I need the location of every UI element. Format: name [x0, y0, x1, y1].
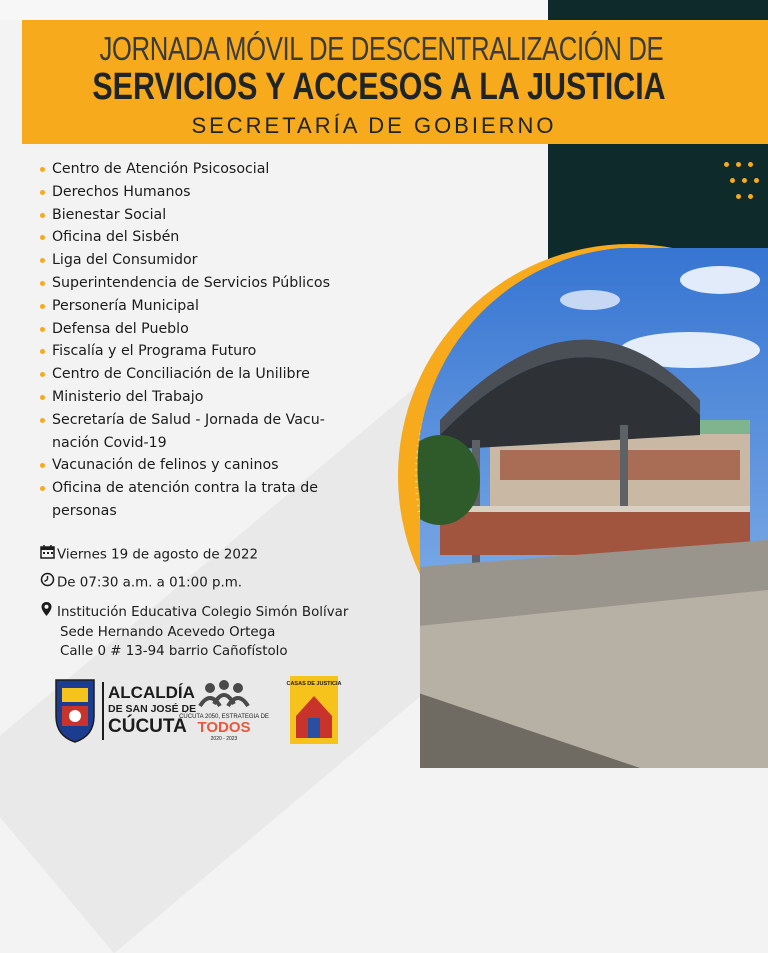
- title-line-1: JORNADA MÓVIL DE DESCENTRALIZACIÓN DE: [99, 30, 664, 67]
- list-item: Oficina del Sisbén: [40, 226, 370, 249]
- list-item: Oficina de atención contra la trata de: [40, 477, 370, 500]
- bullet-icon: [40, 395, 45, 400]
- bullet-icon: [40, 258, 45, 263]
- list-item: Liga del Consumidor: [40, 249, 370, 272]
- cucuta-2050-years: 2020 - 2023: [210, 736, 238, 742]
- bullet-icon: [40, 213, 45, 218]
- location-pin-icon: [40, 601, 57, 623]
- title-line-3: SECRETARÍA DE GOBIERNO: [191, 113, 557, 138]
- list-item: Derechos Humanos: [40, 181, 370, 204]
- list-item: Defensa del Pueblo: [40, 318, 370, 341]
- calendar-icon: [40, 544, 57, 565]
- bullet-icon: [40, 304, 45, 309]
- venue-photo: [380, 210, 768, 768]
- list-item: Personería Municipal: [40, 295, 370, 318]
- alcaldia-name-line-1: ALCALDÍA: [108, 683, 195, 702]
- event-location: Institución Educativa Colegio Simón Bolívar Sede Hernando Acevedo Ortega Calle 0 # 13-94 barrio Cañofístolo: [40, 601, 348, 661]
- bullet-icon: [40, 327, 45, 332]
- header-top-strip: [0, 0, 548, 20]
- list-item: Fiscalía y el Programa Futuro: [40, 340, 370, 363]
- list-item: Bienestar Social: [40, 204, 370, 227]
- location-line-2: Sede Hernando Acevedo Ortega: [60, 625, 276, 640]
- event-time: De 07:30 a.m. a 01:00 p.m.: [40, 572, 242, 593]
- list-item: Vacunación de felinos y caninos: [40, 454, 370, 477]
- bullet-icon: [40, 418, 45, 423]
- list-item: Centro de Atención Psicosocial: [40, 158, 370, 181]
- bullet-icon: [40, 167, 45, 172]
- bullet-icon: [40, 281, 45, 286]
- list-item-continuation: nación Covid-19: [52, 434, 167, 451]
- cucuta-2050-todos: TODOS: [197, 719, 251, 736]
- cucuta-2050-logo: [200, 680, 248, 706]
- event-date: Viernes 19 de agosto de 2022: [40, 544, 258, 565]
- list-item: Secretaría de Salud - Jornada de Vacu-: [40, 409, 370, 432]
- casas-de-justicia-label: CASAS DE JUSTICIA: [286, 681, 342, 687]
- list-item: Centro de Conciliación de la Unilibre: [40, 363, 370, 386]
- list-item: Superintendencia de Servicios Públicos: [40, 272, 370, 295]
- location-line-3: Calle 0 # 13-94 barrio Cañofístolo: [60, 644, 288, 659]
- alcaldia-name-line-2: DE SAN JOSÉ DE: [108, 703, 197, 715]
- bullet-icon: [40, 372, 45, 377]
- bullet-icon: [40, 463, 45, 468]
- bullet-icon: [40, 486, 45, 491]
- alcaldia-name-line-3: CÚCUTA: [108, 716, 187, 737]
- decorative-dots: [722, 158, 762, 208]
- clock-icon: [40, 572, 57, 593]
- title-line-2: SERVICIOS Y ACCESOS A LA JUSTICIA: [92, 66, 666, 108]
- alcaldia-shield-logo: [56, 680, 94, 742]
- bullet-icon: [40, 190, 45, 195]
- list-item-continuation: personas: [52, 502, 117, 519]
- logo-divider: [102, 682, 104, 740]
- cucuta-2050-tagline: CÚCUTA 2050, ESTRATEGIA DE: [179, 714, 269, 720]
- services-list: [40, 158, 370, 523]
- bullet-icon: [40, 235, 45, 240]
- bullet-icon: [40, 349, 45, 354]
- list-item: Ministerio del Trabajo: [40, 386, 370, 409]
- logos-footer: [50, 676, 350, 746]
